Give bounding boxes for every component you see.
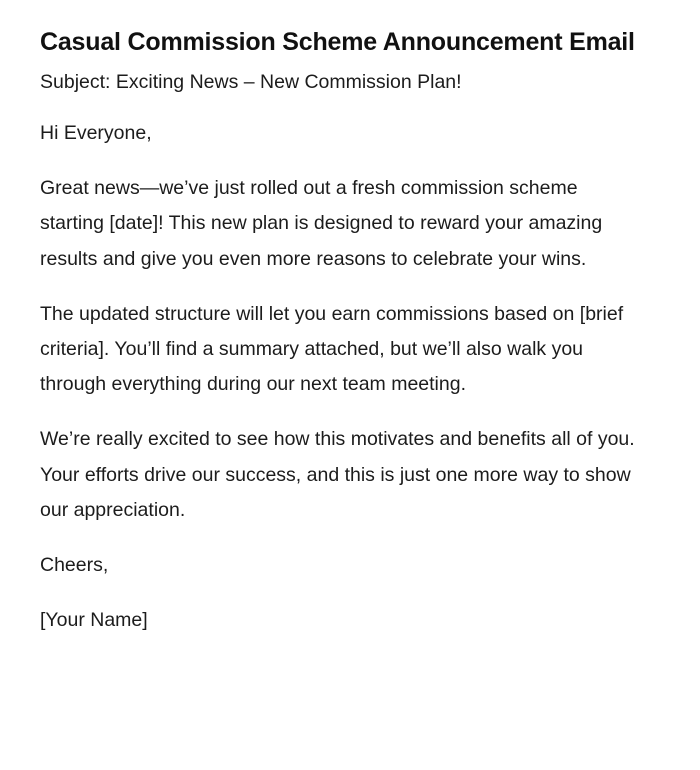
email-paragraph-3: We’re really excited to see how this motivates and benefits all of you. Your efforts drive our success, and this is just one more way to show our appreciation.	[40, 428, 635, 522]
email-subject: Subject: Exciting News – New Commission Plan!	[40, 71, 462, 93]
document-title: Casual Commission Scheme Announcement Email	[40, 28, 635, 56]
email-signoff: Cheers,	[40, 554, 109, 577]
email-greeting: Hi Everyone,	[40, 122, 152, 144]
email-paragraph-1: Great news—we’ve just rolled out a fresh commission scheme starting [date]! This new plan is designed to reward your amazing results and give you even more reasons to celebrate your wins.	[40, 177, 603, 270]
email-paragraph-2: The updated structure will let you earn commissions based on [brief criteria]. You’ll find a summary attached, but we’ll also walk you through everything during our next team meeting.	[40, 302, 624, 396]
email-document	[40, 20, 640, 658]
email-signature: [Your Name]	[40, 609, 148, 632]
